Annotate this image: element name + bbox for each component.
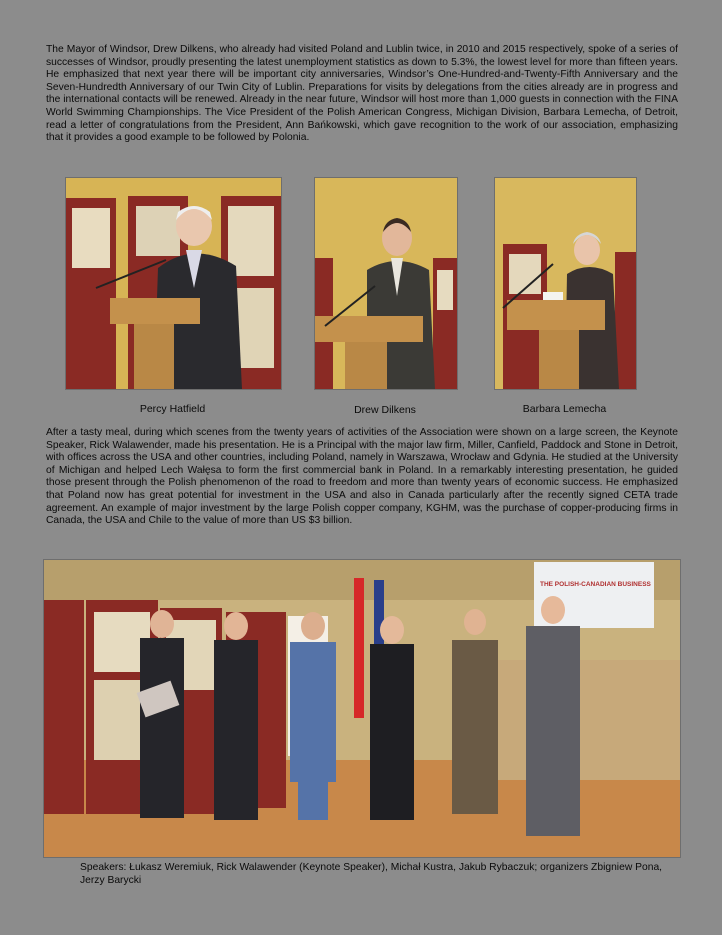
caption-drew-dilkens: Drew Dilkens xyxy=(354,404,416,416)
group-photo xyxy=(43,559,681,858)
article-paragraph-2: After a tasty meal, during which scenes from the twenty years of activities of the Association were shown on a large screen, the Keynote Speaker, Rick Walawender, made his presentation. He is a Principal with the major law firm, Miller, Canfield, Paddock and Stone in Detroit, with offices across the USA and other countries, including Poland, namely in Warszawa, Wrocław and Gdynia. He studied at the University of Michigan and helped Lech Wałęsa to form the first commercial bank in Poland. In a remarkably interesting presentation, he guided those present through the Polish phenomenon of the road to freedom and more than twenty years of economic success. He emphasized that Poland now has great potential for investment in the USA and also in Canada particularly after the recently signed CETA trade agreement. An example of major investment by the large Polish copper company, KGHM, was the purchase of copper-producing firms in Canada, the USA and Chile to the value of more than US $3 billion. xyxy=(46,427,678,527)
photo-drew-dilkens xyxy=(314,177,458,390)
photo-percy-hatfield xyxy=(65,177,282,390)
caption-percy-hatfield: Percy Hatfield xyxy=(139,403,206,415)
caption-barbara-lemecha: Barbara Lemecha xyxy=(522,403,607,415)
screen-text: THE POLISH-CANADIAN BUSINESS xyxy=(540,581,651,588)
photo-barbara-lemecha xyxy=(494,177,637,390)
group-photo-caption: Speakers: Łukasz Weremiuk, Rick Walawender (Keynote Speaker), Michał Kustra, Jakub Rybaczuk; organizers Zbigniew Pona, Jerzy Barycki xyxy=(80,862,663,886)
article-paragraph-1: The Mayor of Windsor, Drew Dilkens, who already had visited Poland and Lublin twice, in 2010 and 2015 respectively, spoke of a series of successes of Windsor, proudly presenting the latest unemployment statistics as down to 5.3%, the lowest level for more than fifteen years. He emphasized that next year there will be important city anniversaries, Windsor’s One-Hundred-and-Twenty-Fifth Anniversary and the Seven-Hundredth Anniversary of our Twin City of Lublin. Preparations for visits by delegations from the cities already are in progress and the international contacts will be renewed. Already in the near future, Windsor will host more than 1,000 guests in connection with the FINA World Swimming Championships. The Vice President of the Polish American Congress, Michigan Division, Barbara Lemecha, of Detroit, read a letter of congratulations from the President, Ann Bańkowski, which gave recognition to the work of our association, emphasizing that it provides a good example to be followed by Polonia. xyxy=(46,44,678,144)
